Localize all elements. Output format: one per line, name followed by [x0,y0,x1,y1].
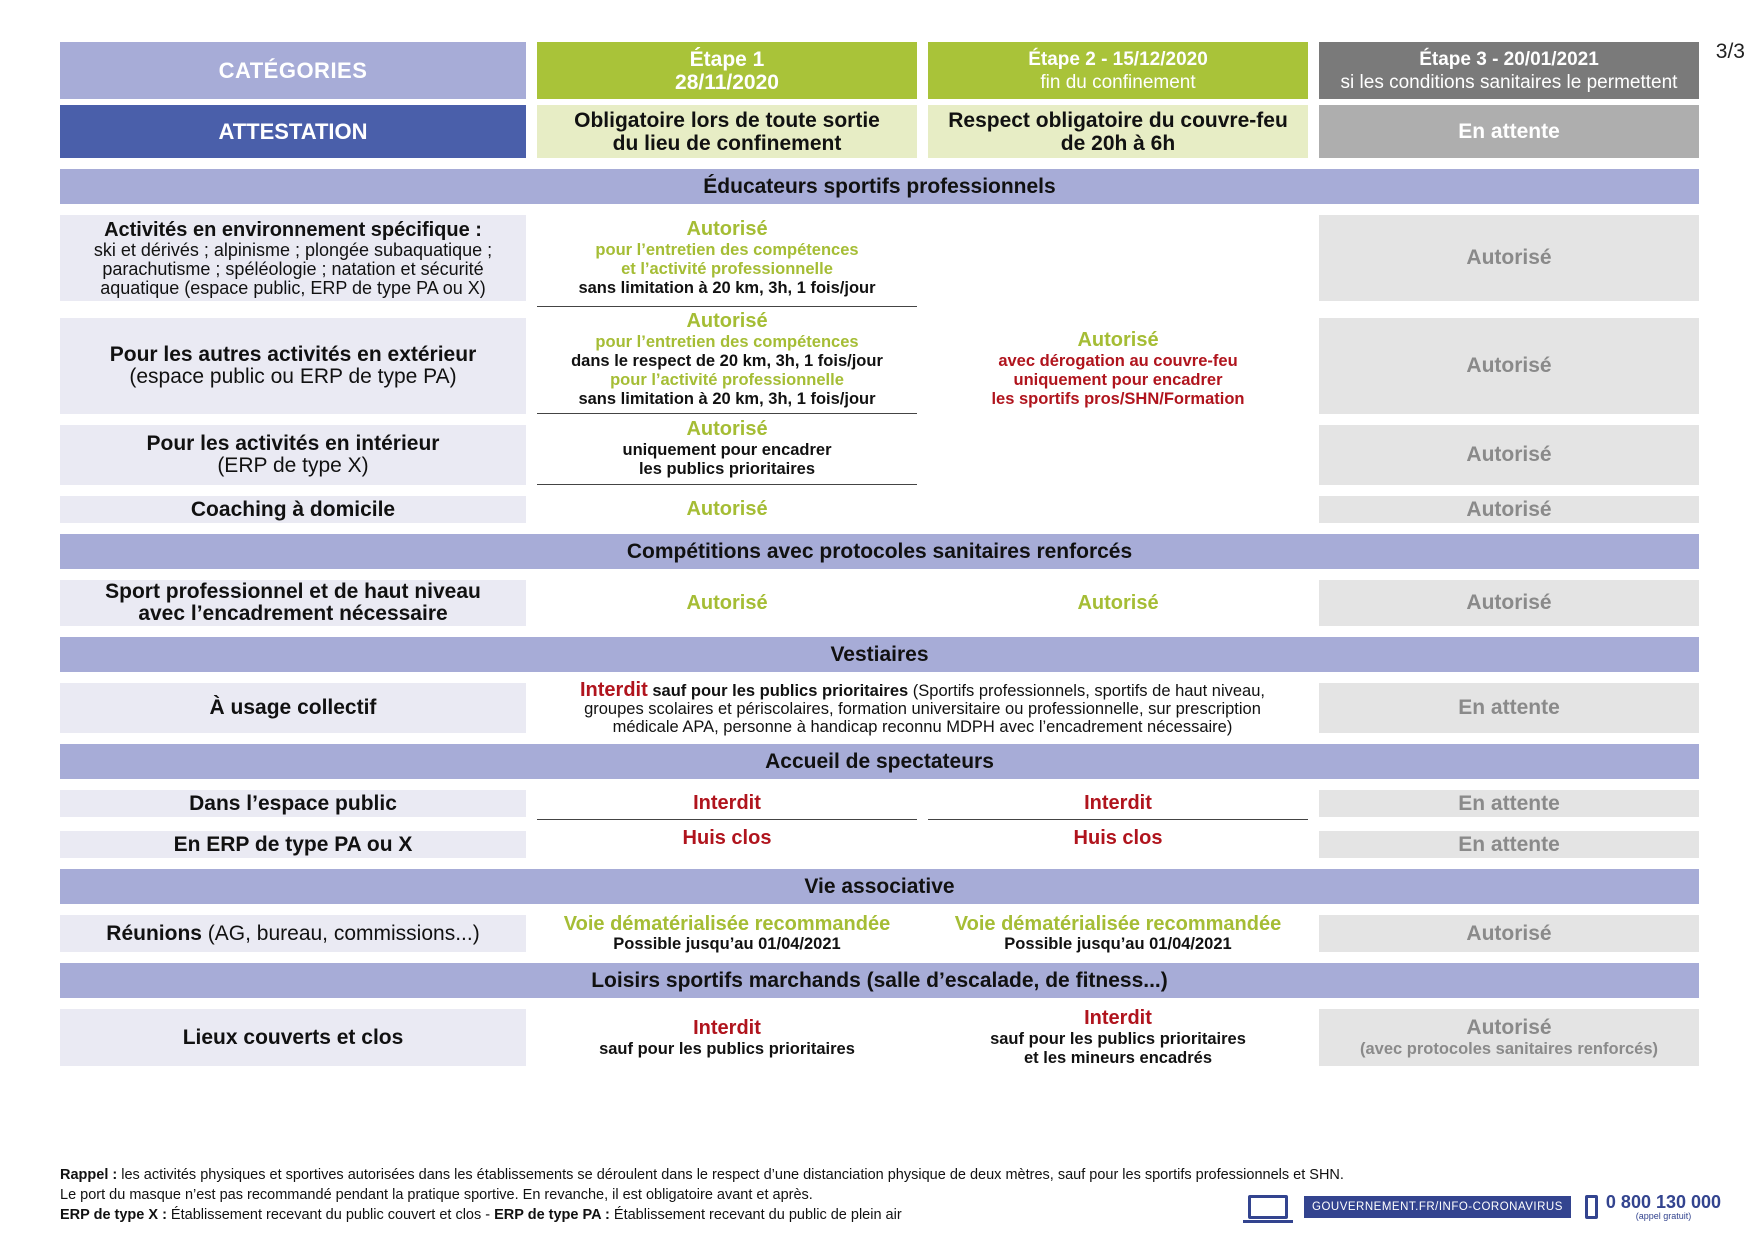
erp-pa-text: Établissement recevant du public de plein air [609,1207,902,1223]
cat-env-l1: ski et dérivés ; alpinisme ; plongée subaquatique ; [93,239,493,260]
cat-int-l1: Pour les activités en intérieur [146,432,440,455]
header-attestation: ATTESTATION [60,105,526,158]
e1-coaching-domicile: Autorisé [686,498,768,520]
e3-lieux-l1: (avec protocoles sanitaires renforcés) [1359,1040,1659,1058]
e1-env-l3: sans limitation à 20 km, 3h, 1 fois/jour [578,278,876,297]
section-loisirs: Loisirs sportifs marchands (salle d’escalade, de fitness...) [60,963,1699,998]
status-autorise: Autorisé [686,217,768,240]
cat-env-l3: aquatique (espace public, ERP de type PA ou X) [100,277,486,298]
cat-ext-l2: (espace public ou ERP de type PA) [129,365,457,388]
vestiaires-detail-l1: (Sportifs professionnels, sportifs de haut niveau, [912,681,1265,700]
cat-sport-pro-l2: avec l’encadrement nécessaire [138,602,448,625]
rules-table [60,42,1700,1066]
e3-usage-collectif: En attente [1319,683,1699,733]
e1-environnement-specifique [537,215,917,307]
section-educateurs: Éducateurs sportifs professionnels [60,169,1699,204]
e1-ext-l3: pour l’activité professionnelle [610,371,844,389]
header-etape-3 [1319,42,1699,99]
cat-reunions-bold: Réunions [106,921,202,945]
cat-activites-exterieur [60,318,526,414]
e1-espace-public: Interdit [537,787,917,820]
att-e1-line2: du lieu de confinement [612,131,842,155]
cat-sport-pro [60,580,526,626]
erp-pa-label: ERP de type PA : [494,1207,610,1223]
erp-x-label: ERP de type X : [60,1207,167,1223]
phone-note: (appel gratuit) [1635,1211,1692,1221]
e3-environnement-specifique: Autorisé [1319,215,1699,301]
gov-phone-number [1606,1193,1721,1221]
e1-ext-l1: pour l’entretien des compétences [595,333,859,351]
att-e1-line1: Obligatoire lors de toute sortie [574,108,880,132]
e3-activites-interieur: Autorisé [1319,425,1699,485]
header-etape-1 [537,42,917,99]
e2-lieux-l2: et les mineurs encadrés [1023,1049,1212,1067]
gov-info-block [1248,1193,1721,1221]
footer-masque: Le port du masque n’est pas recommandé pendant la pratique sportive. En revanche, il est obligatoire avant et après. [60,1187,813,1203]
vestiaires-detail-l3: médicale APA, personne à handicap reconnu MDPH avec l’encadrement nécessaire) [612,717,1233,736]
etape-1-title: Étape 1 [689,47,765,71]
e1-lieux-l1: sauf pour les publics prioritaires [599,1039,855,1058]
etape-1-date: 28/11/2020 [675,70,779,94]
cat-coaching-domicile: Coaching à domicile [60,496,526,523]
status-autorise: Autorisé [686,310,768,332]
cat-env-l2: parachutisme ; spéléologie ; natation et sécurité [102,258,484,279]
e1-reunions-l1: Voie dématérialisée recommandée [563,912,891,935]
e2-merged-l3: les sportifs pros/SHN/Formation [991,390,1245,408]
header-etape-2 [928,42,1308,99]
attestation-etape-3: En attente [1319,105,1699,158]
e1-env-l2: et l’activité professionnelle [621,259,833,278]
cat-int-l2: (ERP de type X) [217,454,369,477]
e2-reunions-l1: Voie dématérialisée recommandée [954,912,1282,935]
e3-lieux-couverts [1319,1009,1699,1066]
e1-reunions [537,912,917,953]
phone-icon [1585,1195,1598,1219]
footer-notes [60,1165,1344,1225]
e2-erp-pa-x: Huis clos [1073,827,1163,849]
e2-merged-l2: uniquement pour encadrer [1013,371,1223,389]
cat-lieux-couverts: Lieux couverts et clos [60,1009,526,1066]
e1-activites-interieur [537,419,917,485]
e1-sport-pro: Autorisé [686,591,768,614]
header-categories: CATÉGORIES [60,42,526,99]
e1-lieux-couverts [537,1009,917,1066]
cat-reunions-rest: (AG, bureau, commissions...) [201,921,480,945]
section-vestiaires: Vestiaires [60,637,1699,672]
etape-2-title: Étape 2 - 15/12/2020 [1028,48,1208,70]
vestiaires-line1 [580,678,1265,701]
phone-number: 0 800 130 000 [1605,1192,1722,1212]
att-e2-line1: Respect obligatoire du couvre-feu [948,108,1288,132]
e2-lieux-l1: sauf pour les publics prioritaires [990,1030,1246,1048]
e1-e2-vestiaires [537,678,1308,736]
cat-espace-public: Dans l’espace public [60,790,526,817]
e1-env-l1: pour l’entretien des compétences [595,240,859,259]
e1-reunions-l2: Possible jusqu’au 01/04/2021 [613,934,841,953]
cat-activites-interieur [60,425,526,485]
footer-erp [60,1205,1344,1225]
e3-erp-pa-x: En attente [1319,831,1699,858]
status-interdit: Interdit [693,1016,761,1039]
status-autorise: Autorisé [1077,329,1159,351]
cat-sport-pro-l1: Sport professionnel et de haut niveau [105,580,481,603]
etape-2-subtitle: fin du confinement [1040,71,1196,93]
section-vie-associative: Vie associative [60,869,1699,904]
status-autorise: Autorisé [686,418,768,440]
attestation-etape-2 [928,105,1308,158]
e3-sport-pro: Autorisé [1319,580,1699,626]
cat-usage-collectif: À usage collectif [60,683,526,733]
etape-3-subtitle: si les conditions sanitaires le permettent [1340,71,1678,93]
rappel-text: les activités physiques et sportives autorisées dans les établissements se déroulent dans le respect d’une distanciation physique de deux mètres, sauf pour les sportifs professionnels et SHN. [117,1167,1344,1183]
footer-rappel [60,1165,1344,1185]
section-spectateurs: Accueil de spectateurs [60,744,1699,779]
e1-ext-l2: dans le respect de 20 km, 3h, 1 fois/jour [571,352,883,370]
erp-x-text: Établissement recevant du public couvert et clos - [166,1207,495,1223]
status-interdit: Interdit [580,678,648,701]
cat-reunions [60,915,526,952]
e2-educateurs-merged [928,215,1308,523]
status-interdit: Interdit [1084,1007,1152,1029]
e3-espace-public: En attente [1319,790,1699,817]
e3-reunions: Autorisé [1319,915,1699,952]
e2-reunions [928,912,1308,953]
section-competitions: Compétitions avec protocoles sanitaires renforcés [60,534,1699,569]
cat-erp-pa-x: En ERP de type PA ou X [60,831,526,858]
vestiaires-sauf: sauf pour les publics prioritaires [652,681,909,700]
cat-ext-l1: Pour les autres activités en extérieur [109,343,477,366]
e1-erp-pa-x: Huis clos [682,827,772,849]
e3-coaching-domicile: Autorisé [1319,496,1699,523]
e2-sport-pro: Autorisé [1077,591,1159,614]
gov-website-link[interactable]: GOUVERNEMENT.FR/INFO-CORONAVIRUS [1304,1196,1571,1218]
e2-espace-public: Interdit [928,787,1308,820]
e2-merged-l1: avec dérogation au couvre-feu [998,352,1238,370]
e1-ext-l4: sans limitation à 20 km, 3h, 1 fois/jour [578,390,876,408]
etape-3-title: Étape 3 - 20/01/2021 [1419,48,1599,70]
cat-environnement-specifique [60,215,526,301]
cat-env-title: Activités en environnement spécifique : [104,218,482,241]
e1-int-l1: uniquement pour encadrer [622,441,832,459]
page-number: 3/3 [1715,40,1745,63]
e2-reunions-l2: Possible jusqu’au 01/04/2021 [1004,934,1232,953]
e1-activites-exterieur [537,312,917,414]
rappel-label: Rappel : [60,1167,118,1183]
att-e2-line2: de 20h à 6h [1060,131,1176,155]
e3-lieux-status: Autorisé [1466,1016,1552,1039]
attestation-etape-1 [537,105,917,158]
e3-activites-exterieur: Autorisé [1319,318,1699,414]
e2-lieux-couverts [928,1009,1308,1066]
laptop-icon [1248,1195,1288,1219]
e1-int-l2: les publics prioritaires [638,460,816,478]
vestiaires-detail-l2: groupes scolaires et périscolaires, formation universitaire ou professionnelle, sur prescription [584,699,1261,718]
